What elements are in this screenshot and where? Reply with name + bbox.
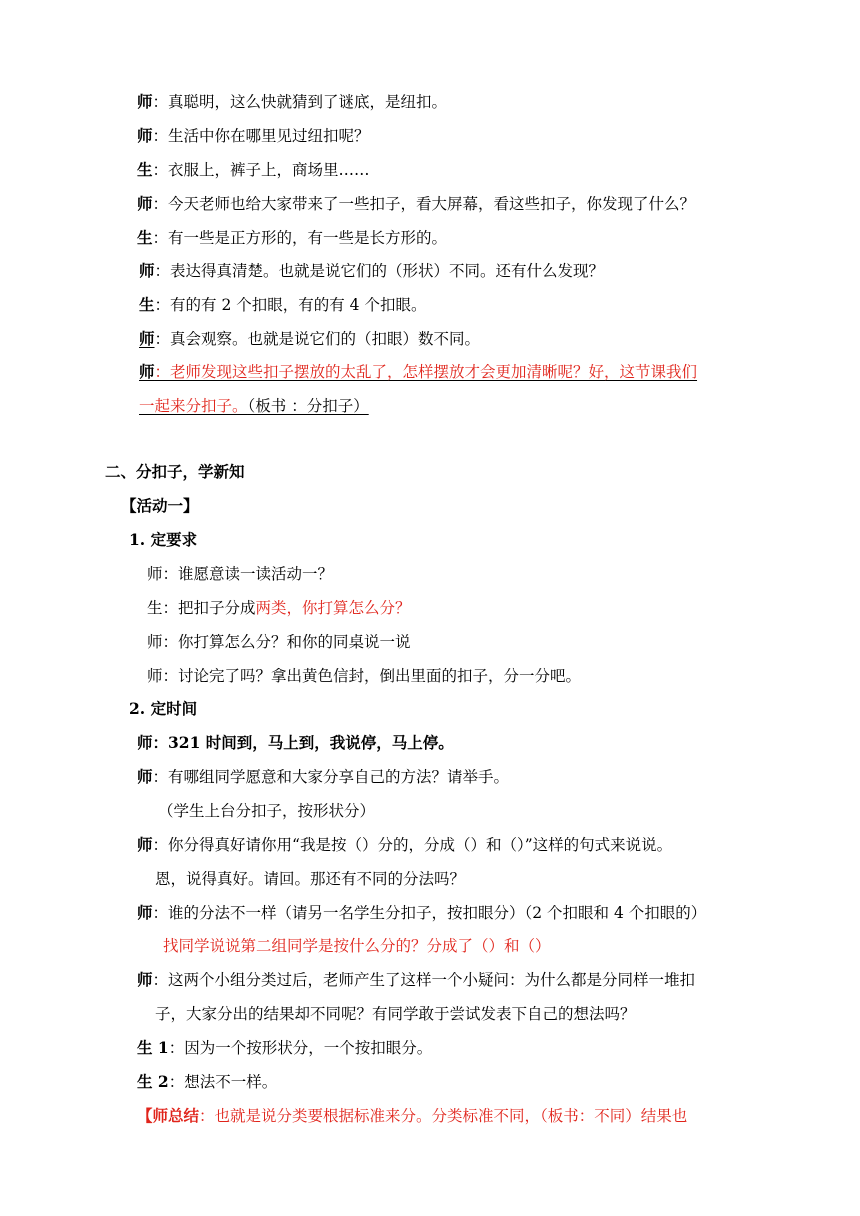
utterance: ：这两个小组分类过后，老师产生了这样一个小疑问：为什么都是分同样一堆扣 [152, 971, 696, 989]
utterance: ：有一些是正方形的，有一些是长方形的。 [152, 229, 448, 247]
teacher-prompt-red: 找同学说说第二组同学是按什么分的？分成了（）和（） [163, 937, 551, 955]
speaker: 生 [139, 295, 155, 314]
utterance: ：321 时间到，马上到，我说停，马上停。 [152, 733, 454, 752]
speaker: 生 [137, 228, 153, 247]
utterance: ：今天老师也给大家带来了一些扣子，看大屏幕，看这些扣子，你发现了什么？ [152, 195, 696, 213]
speaker: 师 [147, 633, 163, 651]
activity-heading: 【活动一】 [121, 496, 199, 515]
utterance: ：衣服上，裤子上，商场里…… [152, 161, 370, 179]
board-note: （板书 ：分扣子） [247, 397, 369, 415]
step-heading: 1. 定要求 [129, 530, 198, 549]
utterance: ：有哪组同学愿意和大家分享自己的方法？请举手。 [152, 768, 510, 786]
utterance-red: 一起来分扣子。 [139, 397, 248, 415]
speaker: 师 [137, 970, 153, 989]
dialogue-line [137, 92, 447, 112]
dialogue-line [137, 228, 447, 248]
utterance: ：你分得真好请你用“我是按（）分的，分成（）和（）”这样的句式来说说。 [152, 836, 673, 854]
utterance: ：老师发现这些扣子摆放的太乱了，怎样摆放才会更加清晰呢？好，这节课我们 [154, 363, 698, 381]
utterance: ：你打算怎么分？和你的同桌说一说 [162, 633, 411, 651]
utterance: ：想法不一样。 [168, 1073, 278, 1091]
dialogue-line [147, 564, 333, 584]
speaker: 生 1 [137, 1038, 169, 1057]
step-heading: 2. 定时间 [129, 699, 198, 718]
dialogue-line [137, 767, 509, 787]
speaker: 师 [137, 767, 153, 786]
section-heading: 二、分扣子，学新知 [105, 462, 245, 481]
dialogue-line-highlighted [139, 362, 697, 382]
stage-direction: （学生上台分扣子，按形状分） [158, 802, 376, 820]
dialogue-line [137, 194, 695, 214]
speaker: 生 [137, 160, 153, 179]
summary-label: 【师总结 [137, 1106, 200, 1125]
speaker: 师 [147, 667, 163, 685]
dialogue-line-continuation [139, 396, 369, 416]
speaker: 师 [147, 565, 163, 583]
speaker: 师 [139, 362, 155, 381]
utterance: ：有的有 2 个扣眼，有的有 4 个扣眼。 [154, 296, 427, 314]
summary-text: ：也就是说分类要根据标准来分。分类标准不同，（板书：不同）结果也 [199, 1107, 688, 1125]
dialogue-line [147, 666, 581, 686]
utterance: ：谁的分法不一样（请另一名学生分扣子，按扣眼分）（2 个扣眼和 4 个扣眼的） [152, 904, 707, 922]
utterance: ：谁愿意读一读活动一？ [162, 565, 334, 583]
speaker: 师 [137, 835, 153, 854]
utterance: ：讨论完了吗？拿出黄色信封，倒出里面的扣子，分一分吧。 [162, 667, 582, 685]
dialogue-line [137, 160, 370, 180]
dialogue-line [139, 329, 480, 349]
utterance: ：真聪明，这么快就猜到了谜底，是纽扣。 [152, 93, 448, 111]
speaker: 生 2 [137, 1072, 169, 1091]
utterance: ：表达得真清楚。也就是说它们的（形状）不同。还有什么发现？ [154, 262, 605, 280]
utterance: ：因为一个按形状分，一个按扣眼分。 [168, 1039, 433, 1057]
dialogue-line [137, 733, 454, 753]
dialogue-continuation: 子，大家分出的结果却不同呢？有同学敢于尝试发表下自己的想法吗？ [155, 1005, 636, 1023]
dialogue-line [137, 903, 706, 923]
speaker: 师 [137, 126, 153, 145]
speaker: 师 [139, 329, 155, 348]
dialogue-line [137, 835, 672, 855]
dialogue-line [147, 632, 411, 652]
utterance-red: 两类，你打算怎么分？ [255, 599, 411, 617]
speaker: 生 [147, 599, 163, 617]
speaker: 师 [137, 194, 153, 213]
speaker: 师 [137, 903, 153, 922]
utterance: ：生活中你在哪里见过纽扣呢？ [152, 127, 370, 145]
dialogue-line [137, 970, 695, 990]
dialogue-line [137, 1072, 277, 1092]
utterance: ：把扣子分成 [162, 599, 256, 617]
speaker: 师 [139, 261, 155, 280]
speaker: 师 [137, 733, 153, 752]
dialogue-line [137, 126, 370, 146]
speaker: 师 [137, 92, 153, 111]
dialogue-line [139, 295, 426, 315]
teacher-summary [137, 1106, 687, 1126]
dialogue-line [137, 1038, 432, 1058]
dialogue-line [147, 598, 411, 618]
dialogue-continuation: 恩，说得真好。请回。那还有不同的分法吗？ [155, 870, 466, 888]
dialogue-line [139, 261, 604, 281]
utterance: ：真会观察。也就是说它们的（扣眼）数不同。 [154, 330, 481, 348]
